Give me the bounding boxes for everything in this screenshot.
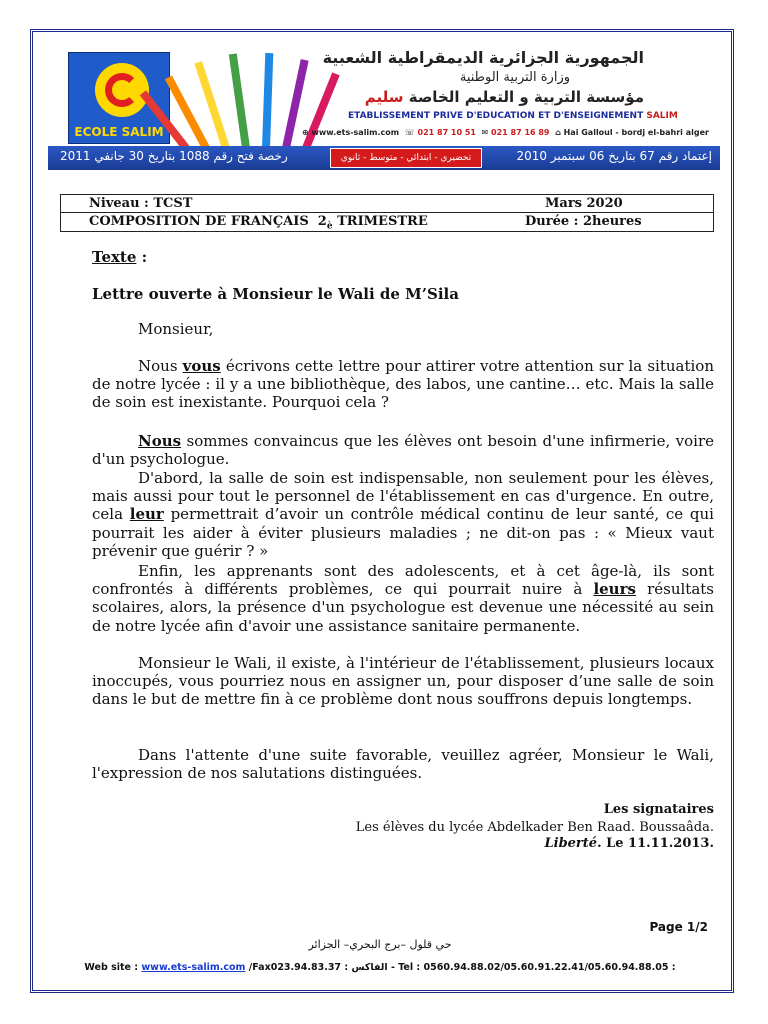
- website-link[interactable]: www.ets-salim.com: [141, 962, 246, 973]
- exam-subject: COMPOSITION DE FRANÇAIS $2_è$ TRIMESTRE: [89, 214, 428, 232]
- globe-icon: ⊕: [302, 128, 309, 137]
- signatories-title: Les signataires: [603, 802, 714, 817]
- paragraph-6: Dans l'attente d'une suite favorable, veuillez agréer, Monsieur le Wali, l'expression de nos salutations distinguées.: [92, 746, 714, 783]
- exam-duration: Durée : 2heures: [525, 214, 642, 229]
- arabic-school-name: مؤسسة التربية و التعليم الخاصة سليم: [364, 88, 644, 106]
- arabic-ministry: وزارة التربية الوطنية: [459, 70, 570, 85]
- paragraph-5: Monsieur le Wali, il existe, à l'intérieur de l'établissement, plusieurs locaux inoccupés, vous pourriez nous en assigner un, pour disposer d’une salle de soin dans le but de mettre fin à ce problème dont nous souffrons depuis longtemps.: [92, 654, 714, 709]
- niveau-label: Niveau : TCST: [89, 196, 193, 211]
- letter-title: Lettre ouverte à Monsieur le Wali de M’Sila: [92, 285, 459, 303]
- fax-icon: ✉: [481, 128, 489, 137]
- exam-date: Mars 2020: [545, 196, 623, 211]
- paragraph-3: D'abord, la salle de soin est indispensable, non seulement pour les élèves, mais aussi pour tout le personnel de l'établissement en cas d'urgence. En outre, cela leur permettrait d’avoir un contrôle médical continu de leur santé, ce qui pourrait les aider à éviter plusieurs maladies ; ne dit-on pas : « Mieux vaut prévenir que guérir ? »: [92, 469, 714, 560]
- phone-icon: ☏: [404, 128, 415, 137]
- salutation: Monsieur,: [138, 320, 214, 338]
- paragraph-4: Enfin, les apprenants sont des adolescents, et à cet âge-là, ils sont confrontés à différents problèmes, ce qui pourrait nuire à leurs résultats scolaires, alors, la présence d'un psychologue est devenue une nécessité au sein de notre lycée afin d'avoir une assistance sanitaire permanente.: [92, 562, 715, 635]
- logo-text: ECOLE SALIM: [74, 125, 164, 139]
- footer-contact: Web site : www.ets-salim.com /Fax023.94.83.37 : الفاكس - Tel : 0560.94.88.02/05.60.91.22.41/05.60.94.88.05 :: [84, 962, 676, 973]
- page-number: Page 1/2: [649, 920, 708, 934]
- signatories-line: Les élèves du lycée Abdelkader Ben Raad. Boussaâda.: [355, 820, 714, 835]
- header-contact-line: ⊕ www.ets-salim.com ☏ 021 87 10 51 ✉ 021 87 16 89 ⌂ Hai Galloul - bordj el-bahri alger: [302, 128, 709, 137]
- license-band: [48, 146, 720, 170]
- signature-date: Liberté. Le 11.11.2013.: [544, 836, 714, 851]
- letterhead: [48, 44, 720, 174]
- levels-badge: تحضيري - ابتدائي - متوسط - ثانوي: [330, 148, 482, 168]
- home-icon: ⌂: [555, 128, 561, 137]
- license-text: رخصة فتح رقم 1088 بتاريخ 30 جانفي 2011: [60, 149, 288, 163]
- french-establishment: ETABLISSEMENT PRIVE D'EDUCATION ET D'ENSEIGNEMENT SALIM: [348, 111, 678, 121]
- paragraph-1: Nous vous écrivons cette lettre pour attirer votre attention sur la situation de notre lycée : il y a une bibliothèque, des labos, une cantine… etc. Mais la salle de soin est inexistante. Pourquoi cela ?: [92, 357, 714, 412]
- arabic-republic-title: الجمهورية الجزائرية الديمقراطية الشعبية: [322, 48, 644, 67]
- texte-heading: Texte :: [92, 248, 148, 266]
- school-logo: [68, 52, 170, 144]
- paragraph-2: Nous sommes convaincus que les élèves ont besoin d'une infirmerie, voire d'un psychologue.: [92, 432, 714, 469]
- footer-arabic-address: حي قلول –برج البحري– الجزائر: [308, 938, 452, 951]
- approval-text: إعتماد رقم 67 بتاريخ 06 سبتمبر 2010: [516, 149, 712, 163]
- exam-info-table: [60, 194, 714, 232]
